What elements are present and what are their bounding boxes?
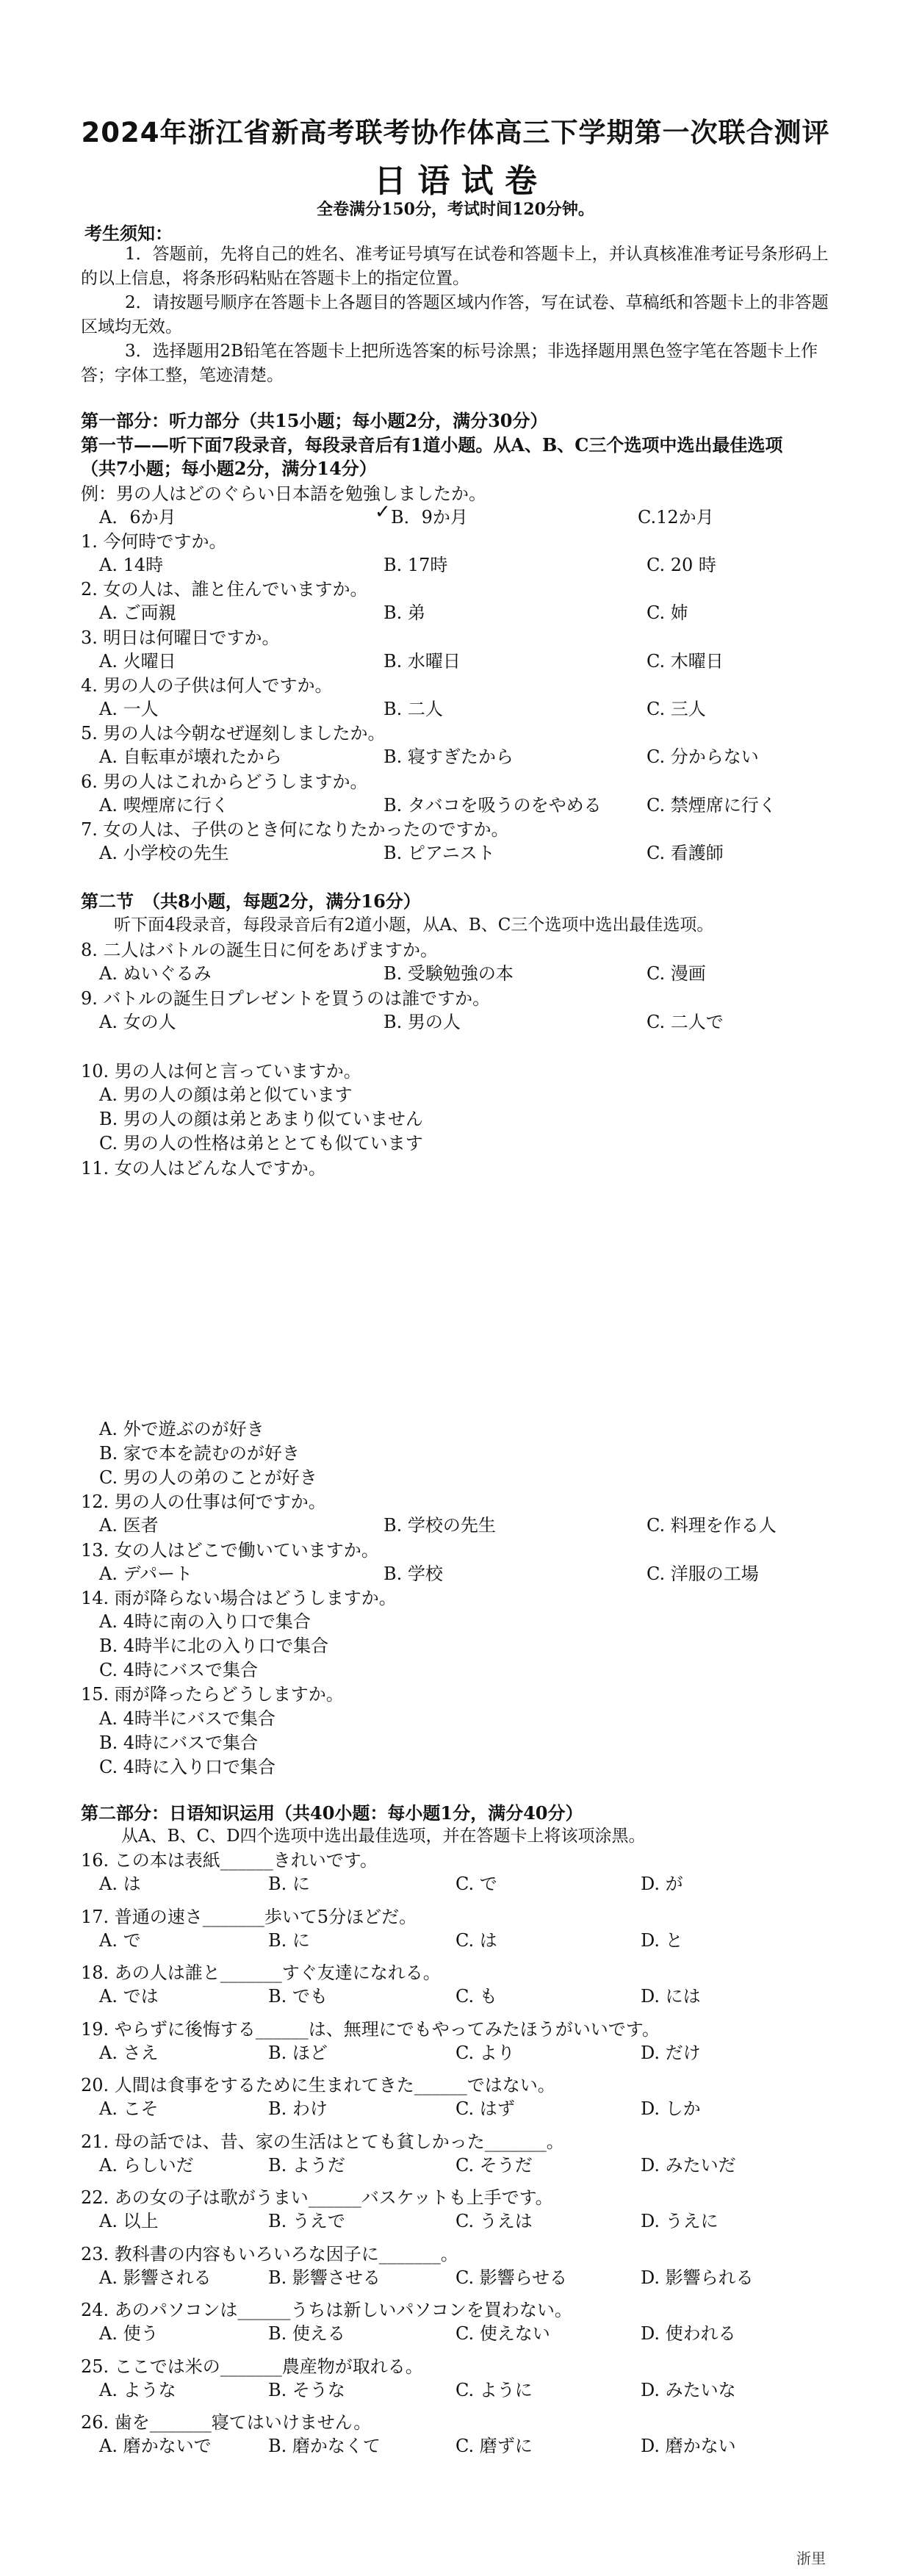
option-b: B. 17時 [384,555,448,575]
option-a: A. で [99,1930,141,1951]
option-c: C. も [455,1986,497,2007]
question-row: 4. 男の人の子供は何人ですか。 [81,675,333,696]
option-a: A. 自転車が壊れたから [99,746,282,767]
option-d: D. 影響られる [641,2267,754,2288]
option-d: D. みたいな [641,2380,736,2400]
option-a: A. さえ [99,2043,159,2063]
question-row: 18. あの人は誰と_______すぐ友達になれる。 [81,1962,441,1983]
option-c: C. ように [455,2380,533,2400]
part2-heading: 第二部分：日语知识运用（共40小题：每小题1分，满分40分） [81,1802,583,1824]
option-b: B. 影響させる [268,2267,381,2288]
question-row: 13. 女の人はどこで働いていますか。 [81,1540,379,1561]
exam-subtitle: 全卷满分150分，考试时间120分钟。 [317,200,594,219]
option-c: C. うえは [455,2211,533,2231]
option-b: B. でも [268,1986,328,2007]
question-row: 25. ここでは米の_______農産物が取れる。 [81,2356,423,2377]
q10-option-a: A. 男の人の顔は弟と似ています [99,1084,353,1105]
question-row: 8. 二人はバトルの誕生日に何をあげますか。 [81,940,439,960]
question-15: 15. 雨が降ったらどうしますか。 [81,1684,344,1705]
option-b: B. に [268,1930,310,1951]
option-c: C. は [455,1930,497,1951]
option-d: D. しか [641,2098,701,2119]
option-a: A. ご両親 [99,602,176,623]
option-a: A. 医者 [99,1515,159,1536]
option-d: D. だけ [641,2043,701,2063]
option-b: B. 磨かなくて [268,2436,381,2456]
section2-heading: 第二节 （共8小题，每题2分，满分16分） [81,891,421,912]
option-b: B. わけ [268,2098,328,2119]
question-row: 22. あの女の子は歌がうまい______バスケットも上手です。 [81,2187,553,2208]
q15-option-a: A. 4時半にバスで集合 [99,1708,276,1729]
option-c: C. 影響らせる [455,2267,568,2288]
option-c: C. そうだ [455,2155,533,2176]
option-c: C. 看護師 [647,843,724,863]
option-a: A. 喫煙席に行く [99,795,229,816]
question-row: 16. この本は表紙______きれいです。 [81,1850,378,1871]
option-a: A. 一人 [99,699,159,719]
option-d: D. 磨かない [641,2436,736,2456]
option-c: C. はず [455,2098,515,2119]
option-b: B. うえで [268,2211,345,2231]
option-a: A. 14時 [99,555,164,575]
q14-option-b: B. 4時半に北の入り口で集合 [99,1636,329,1656]
option-b: B. 学校の先生 [384,1515,496,1536]
option-d: D. 使われる [641,2323,736,2344]
option-b: B. 受験勉強の本 [384,963,514,984]
exam-title: 2024年浙江省新高考联考协作体高三下学期第一次联合测评 [81,117,830,148]
example-option-a: A．6か月 [99,507,176,528]
option-b: B. 寝すぎたから [384,746,514,767]
option-b: B. 弟 [384,602,425,623]
option-d: D. うえに [641,2211,719,2231]
q11-option-b: B. 家で本を読むのが好き [99,1443,300,1464]
option-a: A. は [99,1874,141,1894]
question-row: 21. 母の話では、昔、家の生活はとても貧しかった_______。 [81,2131,564,2152]
q10-option-b: B. 男の人の顔は弟とあまり似ていません [99,1109,423,1129]
option-b: B. ようだ [268,2155,345,2176]
option-a: A. らしいだ [99,2155,194,2176]
option-b: B. 使える [268,2323,345,2344]
q15-option-c: C. 4時に入り口で集合 [99,1757,276,1777]
option-b: B. ほど [268,2043,328,2063]
option-c: C. で [455,1874,497,1894]
example-option-b: B．9か月 [391,507,468,528]
option-c: C. 磨ずに [455,2436,533,2456]
section2-subheading: 听下面4段录音，每段录音后有2道小题，从A、B、C三个选项中选出最佳选项。 [114,915,714,935]
question-row: 24. あのパソコンは______うちは新しいパソコンを買わない。 [81,2300,572,2320]
exam-subject: 日 语 试 卷 [374,162,537,200]
option-c: C. 二人で [647,1012,724,1032]
question-row: 5. 男の人は今朝なぜ遅刻しましたか。 [81,723,386,744]
option-c: C. 使えない [455,2323,550,2344]
question-row: 7. 女の人は、子供のとき何になりたかったのですか。 [81,819,509,840]
option-b: B. に [268,1874,310,1894]
q14-option-a: A. 4時に南の入り口で集合 [99,1611,311,1632]
option-a: A. ぬいぐるみ [99,963,212,984]
option-b: B. ピアニスト [384,843,495,863]
footer-mark: 浙里 [796,2550,826,2567]
q15-option-b: B. 4時にバスで集合 [99,1733,259,1753]
example-question: 例：男の人はどのぐらい日本語を勉強しましたか。 [81,483,486,504]
option-a: A. デパート [99,1564,193,1584]
option-a: A. ような [99,2380,176,2400]
question-row: 19. やらずに後悔する______は、無理にでもやってみたほうがいいです。 [81,2019,660,2040]
notice-2: 2．请按题号顺序在答题卡上各题目的答题区域内作答，写在试卷、草稿纸和答题卡上的非答题区域均无效。 [81,293,829,337]
option-b: B. そうな [268,2380,345,2400]
option-b: B. 水曜日 [384,651,461,672]
q14-option-c: C. 4時にバスで集合 [99,1660,259,1680]
option-c: C. 洋服の工場 [647,1564,759,1584]
question-10: 10. 男の人は何と言っていますか。 [81,1061,361,1082]
section1-subheading: （共7小题；每小题2分，满分14分） [81,458,377,479]
option-b: B. 二人 [384,699,443,719]
check-mark-icon: ✓ [375,501,391,523]
option-a: A. では [99,1986,159,2007]
question-row: 1. 今何時ですか。 [81,531,227,552]
notice-3: 3．选择题用2B铅笔在答题卡上把所选答案的标号涂黑；非选择题用黑色签字笔在答题卡上作答；字体工整，笔迹清楚。 [81,342,818,385]
option-c: C. 料理を作る人 [647,1515,777,1536]
option-d: D. と [641,1930,683,1951]
question-row: 26. 歯を_______寝てはいけません。 [81,2412,372,2433]
option-c: C. 漫画 [647,963,706,984]
option-d: D. には [641,1986,701,2007]
option-a: A. こそ [99,2098,159,2119]
part2-subheading: 从A、B、C、D四个选项中选出最佳选项，并在答题卡上将该项涂黑。 [121,1827,646,1846]
q11-option-c: C. 男の人の弟のことが好き [99,1467,317,1488]
notice-heading: 考生须知： [84,223,173,244]
option-a: A. 磨かないで [99,2436,212,2456]
option-a: A. 影響される [99,2267,212,2288]
option-c: C. 禁煙席に行く [647,795,777,816]
option-c: C. 分からない [647,746,759,767]
notice-1: 1．答题前，先将自己的姓名、准考证号填写在试卷和答题卡上，并认真核准准考证号条形码上的以上信息，将条形码粘贴在答题卡上的指定位置。 [81,245,829,288]
question-14: 14. 雨が降らない場合はどうしますか。 [81,1588,397,1608]
question-row: 9. バトルの誕生日プレゼントを買うのは誰ですか。 [81,988,491,1009]
option-c: C. より [455,2043,515,2063]
option-a: A. 小学校の先生 [99,843,229,863]
example-option-c: C.12か月 [638,507,714,528]
option-b: B. 男の人 [384,1012,461,1032]
question-row: 6. 男の人はこれからどうしますか。 [81,771,368,792]
q11-option-a: A. 外で遊ぶのが好き [99,1419,264,1439]
option-a: A. 以上 [99,2211,159,2231]
option-c: C. 三人 [647,699,706,719]
option-a: A. 女の人 [99,1012,176,1032]
option-c: C. 20 時 [647,555,716,575]
option-c: C. 姉 [647,602,688,623]
option-b: B. タバコを吸うのをやめる [384,795,602,816]
question-row: 23. 教科書の内容もいろいろな因子に_______。 [81,2244,458,2264]
option-b: B. 学校 [384,1564,443,1584]
option-d: D. が [641,1874,683,1894]
section1-heading: 第一节——听下面7段录音，每段录音后有1道小题。从A、B、C三个选项中选出最佳选项 [81,434,783,456]
question-11: 11. 女の人はどんな人ですか。 [81,1158,326,1179]
part1-heading: 第一部分：听力部分（共15小题；每小题2分，满分30分） [81,410,548,431]
question-row: 2. 女の人は、誰と住んでいますか。 [81,579,368,600]
question-row: 3. 明日は何曜日ですか。 [81,627,280,648]
question-row: 20. 人間は食事をするために生まれてきた______ではない。 [81,2075,555,2095]
option-c: C. 木曜日 [647,651,724,672]
question-row: 17. 普通の速さ_______歩いて5分ほどだ。 [81,1907,417,1927]
option-d: D. みたいだ [641,2155,736,2176]
q10-option-c: C. 男の人の性格は弟ととても似ています [99,1133,423,1154]
option-a: A. 火曜日 [99,651,176,672]
question-row: 12. 男の人の仕事は何ですか。 [81,1492,326,1512]
option-a: A. 使う [99,2323,159,2344]
